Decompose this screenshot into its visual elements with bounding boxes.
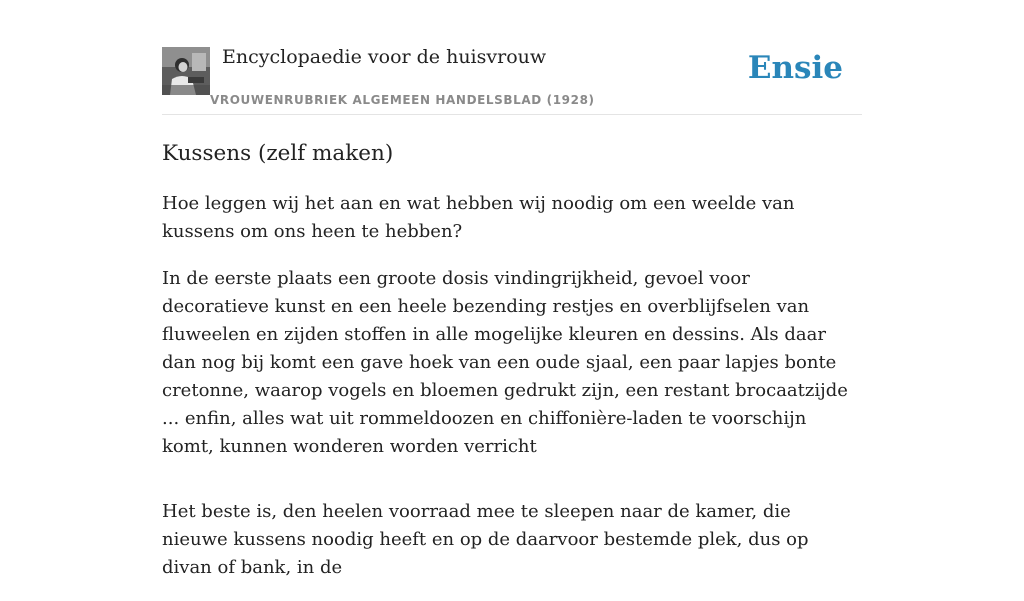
source-subtitle: VROUWENRUBRIEK ALGEMEEN HANDELSBLAD (1928) xyxy=(210,93,595,107)
page-title[interactable]: Encyclopaedie voor de huisvrouw xyxy=(222,46,547,68)
site-header xyxy=(162,40,862,115)
article-heading: Kussens (zelf maken) xyxy=(162,141,394,166)
portrait-photo-icon xyxy=(162,47,210,95)
article-body xyxy=(162,140,862,601)
paragraph-continued: Het beste is, den heelen voorraad mee te sleepen naar de kamer, die nieuwe kussens noodig heeft en op de daarvoor bestemde plek, dus op divan of bank, in de xyxy=(162,501,809,578)
paragraph-intro: Hoe leggen wij het aan en wat hebben wij noodig om een weelde van kussens om ons heen te hebben? xyxy=(162,193,795,242)
avatar[interactable] xyxy=(162,47,210,95)
paragraph-main: In de eerste plaats een groote dosis vindingrijkheid, gevoel voor decoratieve kunst en een heele bezending restjes en overblijfselen van fluweelen en zijden stoffen in alle mogelijke kleuren en dessins. Als daar dan nog bij komt een gave hoek van een oude sjaal, een paar lapjes bonte cretonne, waarop vogels en bloemen gedrukt zijn, een restant brocaatzijde ... enfin, alles wat uit rommeldoozen en chiffonière-laden te voorschijn komt, kunnen wonderen worden verricht xyxy=(162,268,848,457)
ensie-logo[interactable]: Ensie xyxy=(747,50,843,86)
